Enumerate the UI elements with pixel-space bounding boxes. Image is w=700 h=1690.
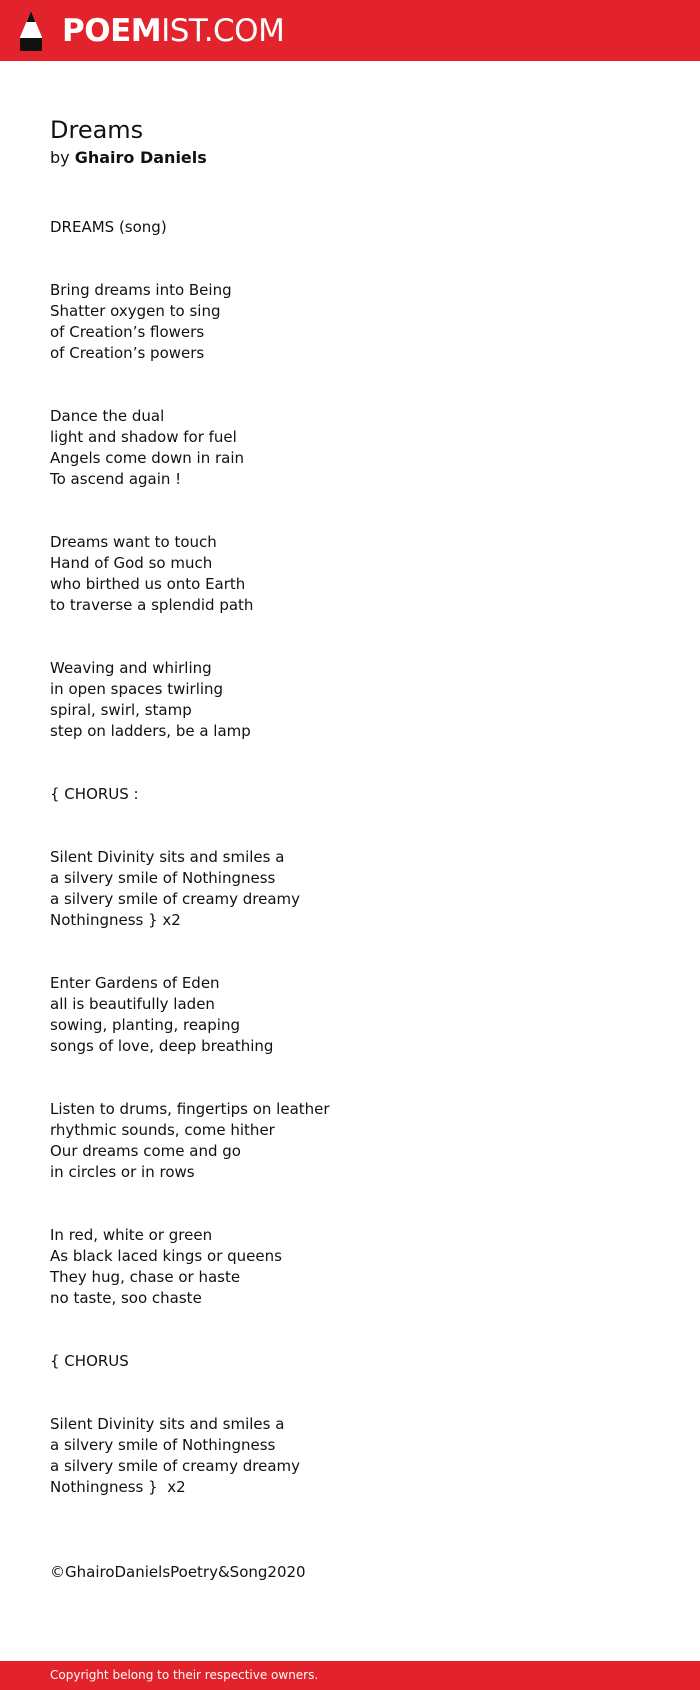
poem-line: light and shadow for fuel (50, 428, 237, 446)
poem-line: As black laced kings or queens (50, 1247, 282, 1265)
poem-line: Nothingness } x2 (50, 1478, 186, 1496)
poem-line: In red, white or green (50, 1226, 213, 1244)
poem-line: rhythmic sounds, come hither (50, 1121, 275, 1139)
poem-line: Silent Divinity sits and smiles a (50, 848, 285, 866)
poem-line: in open spaces twirling (50, 680, 224, 698)
site-logo[interactable] (62, 11, 284, 51)
stanza (50, 532, 650, 616)
stanza (50, 784, 650, 805)
poem-line: a silvery smile of creamy dreamy (50, 1457, 301, 1475)
poem-title: Dreams (50, 116, 144, 144)
by-prefix: by (50, 148, 70, 167)
poem-copyright: ©GhairoDanielsPoetry&Song2020 (50, 1563, 306, 1581)
poem-line: no taste, soo chaste (50, 1289, 202, 1307)
poem-line: to traverse a splendid path (50, 596, 254, 614)
poem-line: Shatter oxygen to sing (50, 302, 221, 320)
stanza (50, 406, 650, 490)
poem-line: songs of love, deep breathing (50, 1037, 274, 1055)
poem-line: a silvery smile of creamy dreamy (50, 890, 301, 908)
poem-content (50, 113, 650, 1540)
site-header (0, 0, 700, 61)
poem-line: Dreams want to touch (50, 533, 217, 551)
stanza (50, 1414, 650, 1498)
poem-line: Weaving and whirling (50, 659, 212, 677)
stanza (50, 847, 650, 931)
poem-line: a silvery smile of Nothingness (50, 869, 276, 887)
poem-line: in circles or in rows (50, 1163, 195, 1181)
poem-line: a silvery smile of Nothingness (50, 1436, 276, 1454)
poem-line: all is beautifully laden (50, 995, 215, 1013)
footer-copyright: Copyright belong to their respective owners. (50, 1668, 319, 1682)
poem-body (50, 217, 650, 1498)
poem-line: spiral, swirl, stamp (50, 701, 192, 719)
poem-line: Bring dreams into Being (50, 281, 232, 299)
logo-bold-text: POEM (62, 13, 162, 49)
poem-line: of Creation’s flowers (50, 323, 205, 341)
poem-line: To ascend again ! (50, 470, 182, 488)
poem-line: Dance the dual (50, 407, 165, 425)
poem-line: Silent Divinity sits and smiles a (50, 1415, 285, 1433)
site-footer (0, 1661, 700, 1690)
poem-line: who birthed us onto Earth (50, 575, 246, 593)
stanza (50, 217, 650, 238)
poem-line: of Creation’s powers (50, 344, 205, 362)
stanza (50, 658, 650, 742)
poem-line: Listen to drums, fingertips on leather (50, 1100, 330, 1118)
stanza (50, 1351, 650, 1372)
pencil-tip-icon[interactable] (18, 11, 44, 51)
poem-line: Angels come down in rain (50, 449, 245, 467)
byline (50, 147, 650, 169)
poem-line: Enter Gardens of Eden (50, 974, 220, 992)
poem-line: sowing, planting, reaping (50, 1016, 240, 1034)
poem-line: Our dreams come and go (50, 1142, 241, 1160)
author-name: Ghairo Daniels (74, 148, 207, 167)
stanza (50, 1225, 650, 1309)
poem-line: { CHORUS : (50, 785, 139, 803)
poem-line: DREAMS (song) (50, 218, 167, 236)
logo-light-text: IST.COM (161, 13, 285, 49)
poem-line: step on ladders, be a lamp (50, 722, 251, 740)
stanza (50, 973, 650, 1057)
stanza (50, 280, 650, 364)
poem-line: { CHORUS (50, 1352, 129, 1370)
poem-line: Nothingness } x2 (50, 911, 181, 929)
poem-line: Hand of God so much (50, 554, 213, 572)
poem-line: They hug, chase or haste (50, 1268, 241, 1286)
stanza (50, 1099, 650, 1183)
